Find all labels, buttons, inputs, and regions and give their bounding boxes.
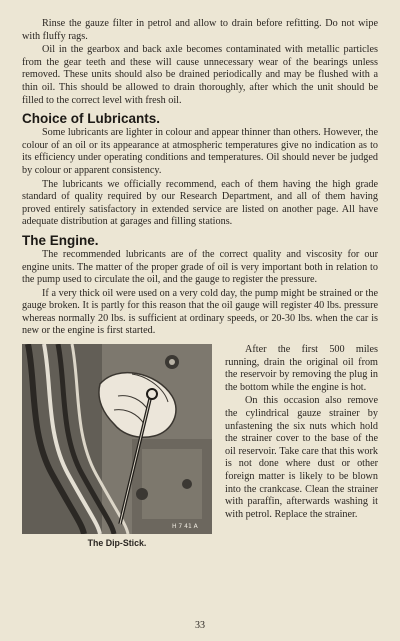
engine-paragraph-2: If a very thick oil were used on a very cold day, the pump might be strained or the gauge broken. It is partly for this reason that the oil gauge will register 40 lbs. pressure whereas normally 20 lbs. is sufficient at ordinary speeds, or 20-30 lbs. when the car is new or the engine is first started. bbox=[22, 287, 378, 337]
dip-stick-figure bbox=[22, 344, 212, 548]
intro-paragraph-2: Oil in the gearbox and back axle becomes contaminated with metallic particles from the gear teeth and these will cause unnecessary wear of the bearings unless removed. These units should also be drained periodically and may be flushed with a thin oil. This should be allowed to drain thoroughly, after which the unit should be filled to the correct level with fresh oil. bbox=[22, 44, 378, 106]
dip-stick-illustration bbox=[22, 344, 212, 534]
side-text-column bbox=[212, 344, 378, 548]
lubricants-paragraph-2: The lubricants we officially recommend, each of them having the high grade standard of quality required by our Research Department, and all of them having proved entirely satisfactory in extended service are listed on another page. All have adequate distribution at garages and filling stations. bbox=[22, 178, 378, 228]
figure-caption: The Dip-Stick. bbox=[87, 538, 147, 549]
page-number: 33 bbox=[195, 620, 205, 631]
figure-row bbox=[22, 344, 378, 548]
lubricants-paragraph-1: Some lubricants are lighter in colour and appear thinner than others. However, the colour of an oil or its appearance at atmospheric temperatures give no indication as to its efficiency under operating conditions and temperatures. Oil should never be judged by colour or apparent consistency. bbox=[22, 127, 378, 176]
engine-side-paragraph-1: After the first 500 miles running, drain the original oil from the reservoir by removing the plug in the bottom while the engine is hot. bbox=[225, 344, 378, 393]
intro-paragraph-1: Rinse the gauze filter in petrol and allow to drain before refitting. Do not wipe with fluffy rags. bbox=[22, 18, 378, 42]
engine-side-paragraph-2: On this occasion also remove the cylindrical gauze strainer by unfastening the six nuts which hold the strainer cover to the base of the oil reservoir. Take care that this work is not done where dust or other foreign matter is likely to be blown into the crankcase. Clean the strainer with paraffin, afterwards washing it with petrol. Replace the strainer. bbox=[225, 395, 378, 520]
heading-choice-of-lubricants: Choice of Lubricants. bbox=[22, 111, 161, 127]
engine-paragraph-1: The recommended lubricants are of the correct quality and viscosity for our engine units. The matter of the proper grade of oil is very important both in relation to the pump used to circulate the oil, and the gauge to register the pressure. bbox=[22, 248, 378, 286]
heading-the-engine: The Engine. bbox=[22, 232, 99, 248]
plate-code: H 7 41 A bbox=[172, 523, 198, 531]
